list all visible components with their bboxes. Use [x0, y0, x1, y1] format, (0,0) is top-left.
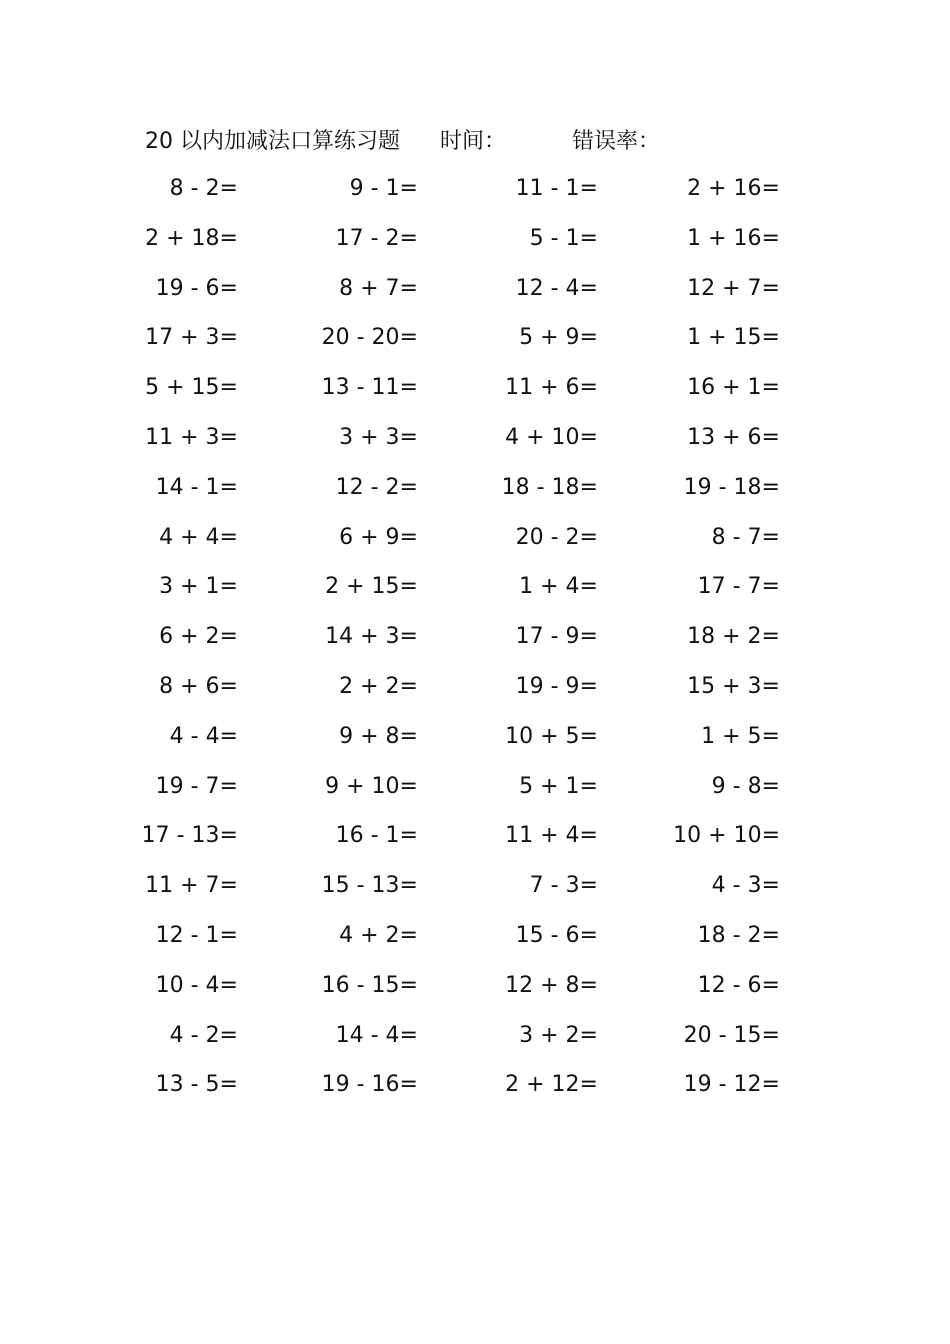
- math-problem: 4 - 2=: [169, 1022, 238, 1048]
- math-problem: 12 - 2=: [335, 474, 418, 500]
- math-problem: 9 + 10=: [325, 773, 418, 799]
- math-problem: 20 - 15=: [683, 1022, 780, 1048]
- math-problem: 20 - 20=: [321, 325, 418, 351]
- math-problem: 15 - 6=: [515, 922, 598, 948]
- error-rate-label: 错误率：: [572, 129, 661, 154]
- problem-row: [0, 664, 950, 714]
- math-problem: 10 + 5=: [505, 723, 598, 749]
- math-problem: 11 + 7=: [145, 873, 238, 899]
- math-problem: 16 + 1=: [687, 375, 780, 401]
- math-problem: 10 + 10=: [673, 823, 780, 849]
- math-problem: 8 + 6=: [159, 673, 238, 699]
- math-problem: 13 + 6=: [687, 424, 780, 450]
- math-problem: 17 - 2=: [335, 225, 418, 251]
- math-problem: 19 - 7=: [155, 773, 238, 799]
- math-problem: 17 - 9=: [515, 624, 598, 650]
- problem-row: [0, 963, 950, 1013]
- math-problem: 1 + 16=: [687, 225, 780, 251]
- math-problem: 1 + 5=: [701, 723, 780, 749]
- problem-row: [0, 315, 950, 365]
- problem-row: [0, 813, 950, 863]
- math-problem: 18 + 2=: [687, 624, 780, 650]
- math-problem: 12 + 8=: [505, 972, 598, 998]
- problem-row: [0, 1062, 950, 1112]
- math-problem: 2 + 12=: [505, 1072, 598, 1098]
- problem-row: [0, 1013, 950, 1063]
- math-problem: 13 - 5=: [155, 1072, 238, 1098]
- worksheet-header: [0, 124, 950, 160]
- math-problem: 9 - 8=: [711, 773, 780, 799]
- math-problem: 19 - 12=: [683, 1072, 780, 1098]
- math-problem: 20 - 2=: [515, 524, 598, 550]
- math-problem: 8 + 7=: [339, 275, 418, 301]
- math-problem: 5 + 9=: [519, 325, 598, 351]
- problem-row: [0, 714, 950, 764]
- math-problem: 17 + 3=: [145, 325, 238, 351]
- math-problem: 12 + 7=: [687, 275, 780, 301]
- math-problem: 12 - 1=: [155, 922, 238, 948]
- problem-row: [0, 564, 950, 614]
- math-problem: 18 - 2=: [697, 922, 780, 948]
- math-problem: 2 + 15=: [325, 574, 418, 600]
- math-problem: 17 - 7=: [697, 574, 780, 600]
- math-problem: 19 - 6=: [155, 275, 238, 301]
- math-problem: 11 + 6=: [505, 375, 598, 401]
- math-problem: 5 - 1=: [529, 225, 598, 251]
- math-problem: 12 - 4=: [515, 275, 598, 301]
- math-problem: 14 + 3=: [325, 624, 418, 650]
- math-problem: 5 + 1=: [519, 773, 598, 799]
- math-problem: 6 + 9=: [339, 524, 418, 550]
- math-problem: 10 - 4=: [155, 972, 238, 998]
- math-problem: 4 - 4=: [169, 723, 238, 749]
- math-problem: 4 + 4=: [159, 524, 238, 550]
- problem-row: [0, 216, 950, 266]
- math-problem: 7 - 3=: [529, 873, 598, 899]
- problem-row: [0, 863, 950, 913]
- math-problem: 18 - 18=: [501, 474, 598, 500]
- math-problem: 4 + 10=: [505, 424, 598, 450]
- math-problem: 3 + 1=: [159, 574, 238, 600]
- problem-row: [0, 365, 950, 415]
- problem-grid: [0, 166, 950, 1112]
- math-problem: 8 - 2=: [169, 176, 238, 201]
- math-problem: 11 + 4=: [505, 823, 598, 849]
- math-problem: 19 - 18=: [683, 474, 780, 500]
- math-problem: 4 - 3=: [711, 873, 780, 899]
- math-problem: 9 + 8=: [339, 723, 418, 749]
- math-problem: 15 + 3=: [687, 673, 780, 699]
- math-problem: 5 + 15=: [145, 375, 238, 401]
- math-problem: 16 - 15=: [321, 972, 418, 998]
- math-problem: 1 + 15=: [687, 325, 780, 351]
- math-problem: 12 - 6=: [697, 972, 780, 998]
- math-problem: 15 - 13=: [321, 873, 418, 899]
- problem-row: [0, 415, 950, 465]
- time-label: 时间：: [440, 129, 507, 154]
- math-problem: 11 - 1=: [515, 176, 598, 201]
- problem-row: [0, 913, 950, 963]
- problem-row: [0, 266, 950, 316]
- problem-row: [0, 614, 950, 664]
- math-problem: 16 - 1=: [335, 823, 418, 849]
- problem-row: [0, 166, 950, 216]
- math-problem: 4 + 2=: [339, 922, 418, 948]
- math-problem: 2 + 16=: [687, 176, 780, 201]
- math-problem: 6 + 2=: [159, 624, 238, 650]
- math-problem: 19 - 16=: [321, 1072, 418, 1098]
- math-problem: 9 - 1=: [349, 176, 418, 201]
- math-problem: 2 + 2=: [339, 673, 418, 699]
- math-problem: 19 - 9=: [515, 673, 598, 699]
- math-problem: 8 - 7=: [711, 524, 780, 550]
- math-problem: 14 - 4=: [335, 1022, 418, 1048]
- math-problem: 1 + 4=: [519, 574, 598, 600]
- math-problem: 14 - 1=: [155, 474, 238, 500]
- math-problem: 3 + 2=: [519, 1022, 598, 1048]
- problem-row: [0, 764, 950, 814]
- problem-row: [0, 515, 950, 565]
- math-problem: 3 + 3=: [339, 424, 418, 450]
- worksheet-title: 20 以内加减法口算练习题: [145, 129, 400, 154]
- math-problem: 17 - 13=: [141, 823, 238, 849]
- math-problem: 2 + 18=: [145, 225, 238, 251]
- problem-row: [0, 465, 950, 515]
- math-problem: 11 + 3=: [145, 424, 238, 450]
- math-problem: 13 - 11=: [321, 375, 418, 401]
